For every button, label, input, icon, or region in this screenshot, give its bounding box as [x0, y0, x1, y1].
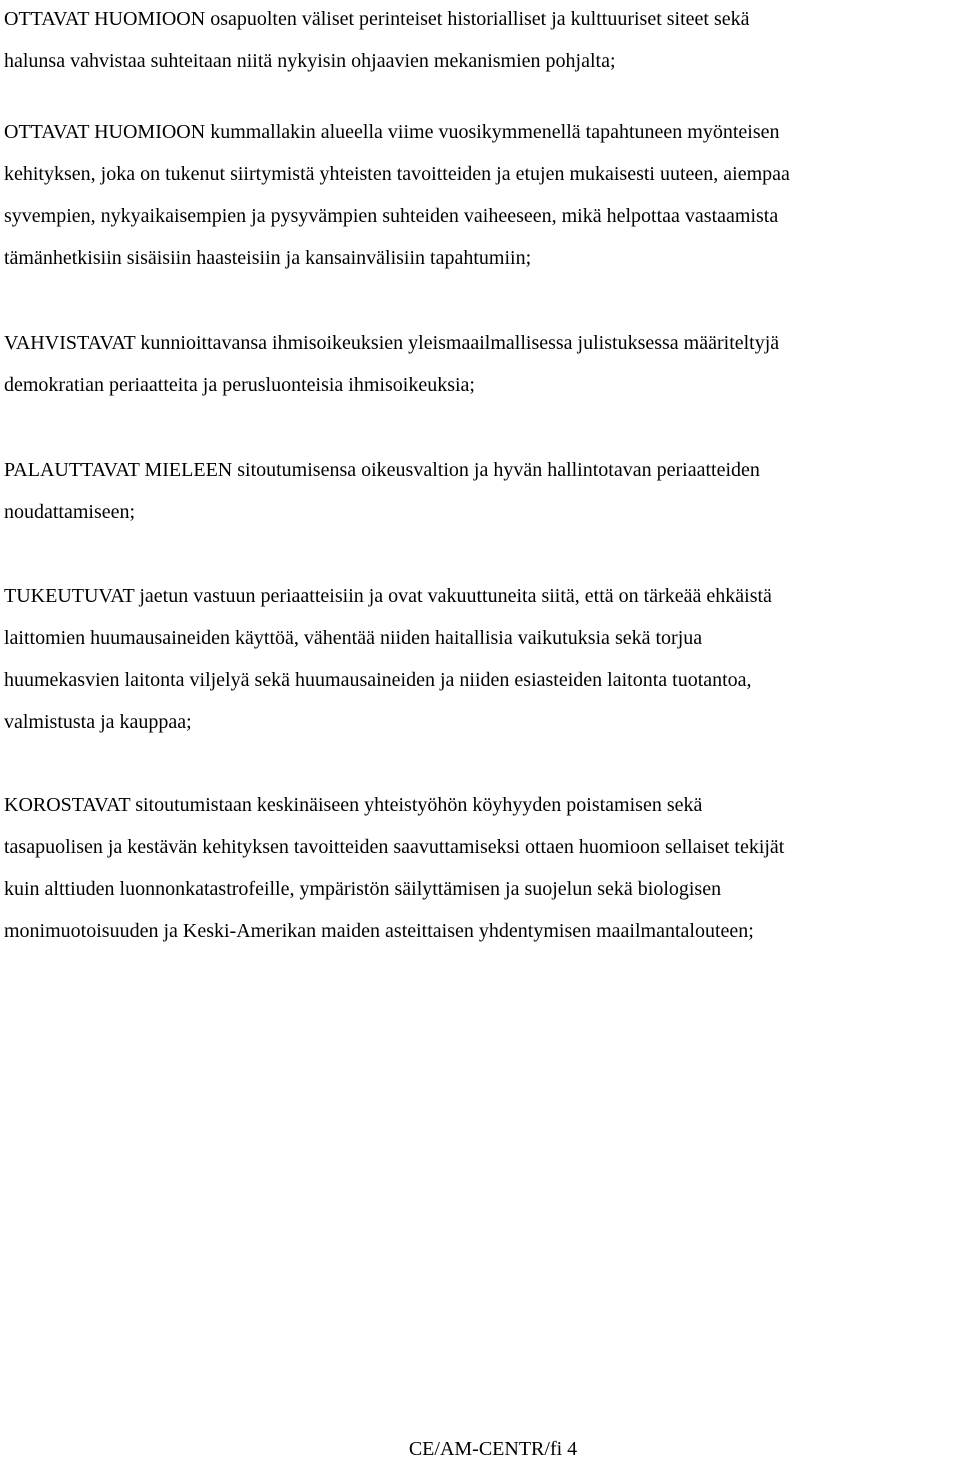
text-line: valmistusta ja kauppaa; [4, 711, 192, 733]
paragraph-palauttavat-mieleen [4, 449, 956, 533]
text-line: syvempien, nykyaikaisempien ja pysyvämpien suhteiden vaiheeseen, mikä helpottaa vastaamista [4, 205, 779, 227]
text-line: TUKEUTUVAT jaetun vastuun periaatteisiin ja ovat vakuuttuneita siitä, että on tärkeää ehkäistä [4, 585, 772, 607]
text-line: VAHVISTAVAT kunnioittavansa ihmisoikeuksien yleismaailmallisessa julistuksessa määriteltyjä [4, 332, 780, 354]
text-line: huumekasvien laitonta viljelyä sekä huumausaineiden ja niiden esiasteiden laitonta tuotantoa, [4, 669, 752, 691]
text-line: laittomien huumausaineiden käyttöä, vähentää niiden haitallisia vaikutuksia sekä torjua [4, 627, 703, 649]
text-line: kuin alttiuden luonnonkatastrofeille, ympäristön säilyttämisen ja suojelun sekä biologisen [4, 878, 722, 900]
text-line: tasapuolisen ja kestävän kehityksen tavoitteiden saavuttamiseksi ottaen huomioon sellaiset tekijät [4, 836, 785, 858]
text-line: monimuotoisuuden ja Keski-Amerikan maiden asteittaisen yhdentymisen maailmantalouteen; [4, 920, 754, 942]
document-page [4, 0, 956, 1465]
paragraph-ottavat-huomioon-2 [4, 111, 956, 279]
text-line: kehityksen, joka on tukenut siirtymistä yhteisten tavoitteiden ja etujen mukaisesti uuteen, aiempaa [4, 163, 790, 185]
paragraph-korostavat [4, 784, 956, 952]
text-line: OTTAVAT HUOMIOON kummallakin alueella viime vuosikymmenellä tapahtuneen myönteisen [4, 121, 780, 143]
text-line: halunsa vahvistaa suhteitaan niitä nykyisin ohjaavien mekanismien pohjalta; [4, 50, 616, 72]
text-line: demokratian periaatteita ja perusluonteisia ihmisoikeuksia; [4, 374, 475, 396]
paragraph-ottavat-huomioon-1 [4, 0, 956, 82]
text-line: PALAUTTAVAT MIELEEN sitoutumisensa oikeusvaltion ja hyvän hallintotavan periaatteiden [4, 459, 760, 481]
text-line: OTTAVAT HUOMIOON osapuolten väliset perinteiset historialliset ja kulttuuriset siteet sekä [4, 8, 750, 30]
text-line: tämänhetkisiin sisäisiin haasteisiin ja kansainvälisiin tapahtumiin; [4, 247, 532, 269]
text-line: KOROSTAVAT sitoutumistaan keskinäiseen yhteistyöhön köyhyyden poistamisen sekä [4, 794, 703, 816]
page-footer-reference: CE/AM-CENTR/fi 4 [408, 1438, 578, 1460]
text-line: noudattamiseen; [4, 501, 136, 523]
paragraph-tukeutuvat [4, 575, 956, 743]
paragraph-vahvistavat [4, 322, 956, 406]
